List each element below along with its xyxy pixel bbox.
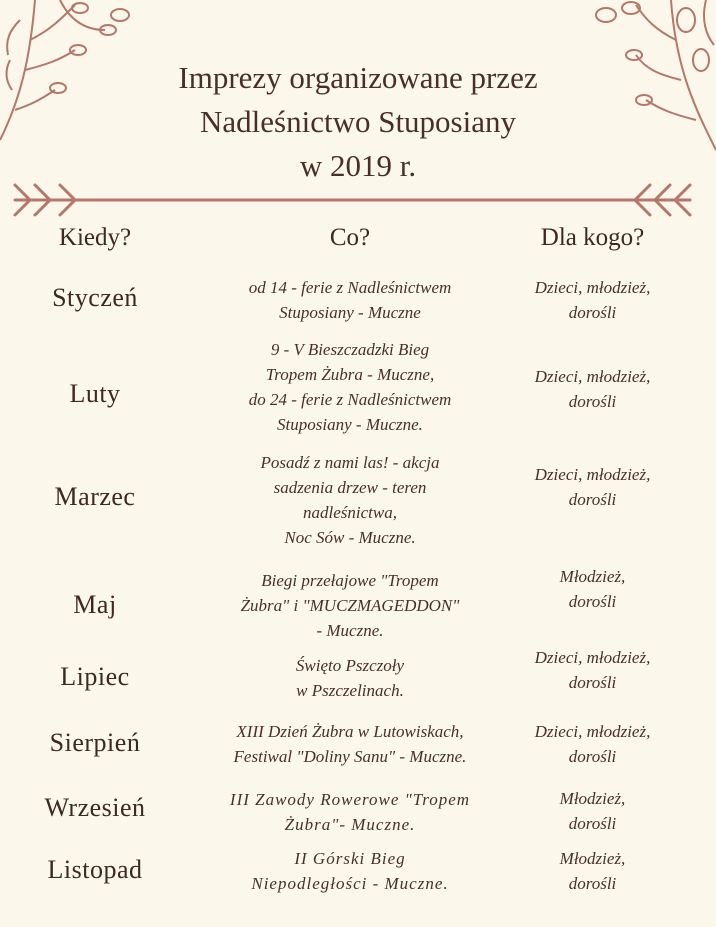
event-description (190, 846, 510, 896)
event-line: XIII Dzień Żubra w Lutowiskach, (236, 722, 464, 741)
audience-line: dorośli (568, 303, 617, 322)
event-description (190, 653, 510, 703)
title-line: w 2019 r. (299, 148, 417, 183)
event-description (190, 568, 510, 643)
event-description (190, 719, 510, 769)
event-line: III Zawody Rowerowe "Tropem (229, 790, 471, 809)
event-line: 9 - V Bieszczadzki Bieg (270, 340, 430, 359)
month-label: Styczeń (52, 283, 138, 312)
event-line: Żubra"- Muczne. (284, 815, 416, 834)
audience-line: Dzieci, młodzież, (534, 465, 651, 484)
header-when: Kiedy? (58, 224, 132, 251)
month-label: Lipiec (60, 662, 130, 691)
audience-line: Młodzież, (559, 849, 626, 868)
event-line: Stuposiany - Muczne (279, 303, 421, 322)
event-line: sadzenia drzew - teren (273, 478, 427, 497)
header-what: Co? (329, 224, 371, 251)
audience (510, 786, 675, 836)
audience-line: dorośli (568, 673, 617, 692)
audience-line: dorośli (568, 490, 617, 509)
event-line: Żubra" i "MUCZMAGEDDON" (240, 596, 460, 615)
event-line: Niepodległości - Muczne. (251, 874, 449, 893)
month-label: Luty (69, 379, 121, 408)
event-line: - Muczne. (316, 621, 384, 640)
audience (510, 846, 675, 896)
event-line: do 24 - ferie z Nadleśnictwem (248, 390, 452, 409)
header-who: Dla kogo? (540, 224, 645, 251)
audience (510, 564, 675, 614)
audience-line: Dzieci, młodzież, (534, 648, 651, 667)
event-description (190, 275, 510, 325)
month-label: Listopad (47, 855, 143, 884)
event-line: Tropem Żubra - Muczne, (265, 365, 435, 384)
page-title (0, 56, 716, 188)
event-line: nadleśnictwa, (303, 503, 397, 522)
event-line: Biegi przełajowe "Tropem (261, 571, 439, 590)
event-line: Święto Pszczoły (295, 656, 405, 675)
month-label: Maj (73, 590, 117, 619)
event-line: Posadź z nami las! - akcja (260, 453, 440, 472)
event-description (190, 787, 510, 837)
event-line: II Górski Bieg (294, 849, 406, 868)
event-line: Festiwal "Doliny Sanu" - Muczne. (233, 747, 467, 766)
title-line: Nadleśnictwo Stuposiany (200, 104, 516, 139)
event-description (190, 337, 510, 437)
event-line: od 14 - ferie z Nadleśnictwem (248, 278, 452, 297)
title-line: Imprezy organizowane przez (178, 60, 538, 95)
month-label: Wrzesień (44, 793, 146, 822)
month-label: Sierpień (49, 728, 141, 757)
double-arrow-divider-icon (10, 180, 700, 220)
audience (510, 462, 675, 512)
audience-line: Dzieci, młodzież, (534, 722, 651, 741)
audience-line: dorośli (568, 592, 617, 611)
event-line: Stuposiany - Muczne. (277, 415, 423, 434)
month-label: Marzec (54, 482, 136, 511)
audience-line: dorośli (568, 874, 617, 893)
audience (510, 275, 675, 325)
audience-line: dorośli (568, 814, 617, 833)
event-description (190, 450, 510, 550)
audience-line: Młodzież, (559, 567, 626, 586)
audience-line: dorośli (568, 392, 617, 411)
audience (510, 719, 675, 769)
audience-line: dorośli (568, 747, 617, 766)
event-line: w Pszczelinach. (296, 681, 404, 700)
audience-line: Dzieci, młodzież, (534, 278, 651, 297)
audience-line: Dzieci, młodzież, (534, 367, 651, 386)
event-line: Noc Sów - Muczne. (284, 528, 416, 547)
audience (510, 364, 675, 414)
audience (510, 645, 675, 695)
audience-line: Młodzież, (559, 789, 626, 808)
